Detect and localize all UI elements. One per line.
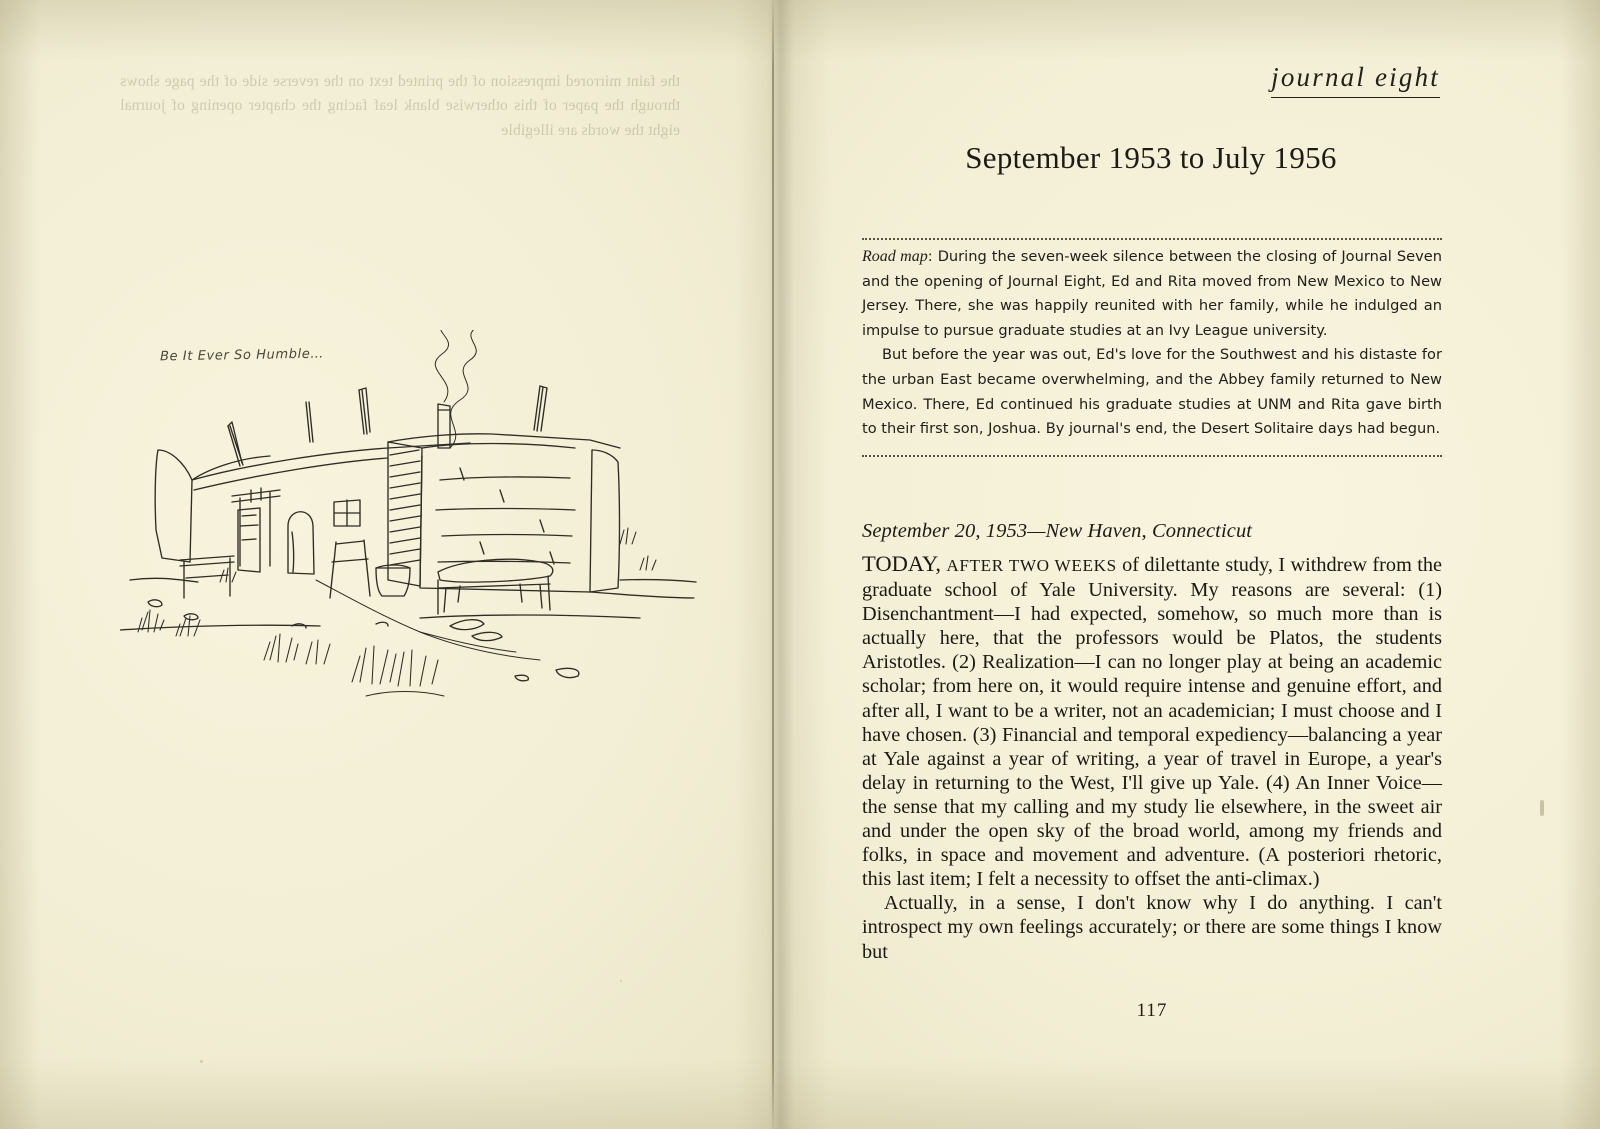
roadmap-rule-top xyxy=(862,238,1442,242)
road-map-paragraph-2 xyxy=(862,343,1442,441)
entry-paragraph-2: Actually, in a sense, I don't know why I do anything. I can't introspect my own feelings accurately; or there are some things I know but xyxy=(862,892,1442,963)
entry-heading-text: September 20, 1953—New Haven, Connecticut xyxy=(862,520,1253,542)
road-map-paragraph-1 xyxy=(862,245,1442,343)
page-number: 117 xyxy=(1136,1000,1168,1021)
chapter-date-range: September 1953 to July 1956 xyxy=(965,140,1337,175)
road-map-paragraph-2-text: But before the year was out, Ed's love for the Southwest and his distaste for the urban East became overwhelming, and the Abbey family returned to New Mexico. There, Ed continued his graduate studies at UNM and Rita gave birth to their first son, Joshua. By journal's end, the Desert Solitaire days had begun. xyxy=(862,346,1442,438)
entry-paragraph-1 xyxy=(862,552,1442,891)
road-map-paragraph-1-text: : During the seven-week silence between the closing of Journal Seven and the opening of Journal Eight, Ed and Rita moved from New Mexico to New Jersey. There, she was happily reunited with her family, while he indulged an impulse to pursue graduate studies at an Ivy League university. xyxy=(862,248,1442,339)
entry-lead-word: TODAY, xyxy=(862,551,941,576)
journal-label-text: journal eight xyxy=(1271,62,1440,98)
entry-body xyxy=(862,552,1442,964)
illustration-caption: Be It Ever So Humble… xyxy=(159,346,325,365)
journal-label xyxy=(862,62,1440,93)
road-map-block xyxy=(862,245,1442,442)
roadmap-rule-bottom xyxy=(862,455,1442,459)
adobe-house-illustration xyxy=(120,330,700,750)
road-map-label: Road map xyxy=(862,248,928,265)
entry-smallcaps-phrase: AFTER TWO WEEKS xyxy=(946,556,1117,575)
entry-paragraph-1-text: of dilettante study, I withdrew from the graduate school of Yale University. My reasons are several: (1) Disenchantment—I had expected, somehow, so much more than is actually here, that the professors would be Platos, the students Aristotles. (2) Realization—I can no longer play at being an academic scholar; from here on, it would require intense and genuine effort, and after all, I want to be a writer, not an academician; I must choose and I have chosen. (3) Financial and temporal expediency—balancing a year at Yale against a year of writing, a year of travel in Europe, a year's delay in returning to the West, I'll give up Yale. (4) An Inner Voice—the sense that my calling and my study lie elsewhere, in the sweet air and under the open sky of the broad world, among my friends and folks, in space and movement and adventure. (A posteriori rhetoric, this last item; I felt a necessity to offset the anti-climax.) xyxy=(862,554,1443,891)
entry-heading xyxy=(862,520,1442,543)
bleed-through-text: the faint mirrored impression of the printed text on the reverse side of the page shows through the paper of this otherwise blank leaf facing the chapter opening of journal eight the words are illegible xyxy=(120,73,680,139)
